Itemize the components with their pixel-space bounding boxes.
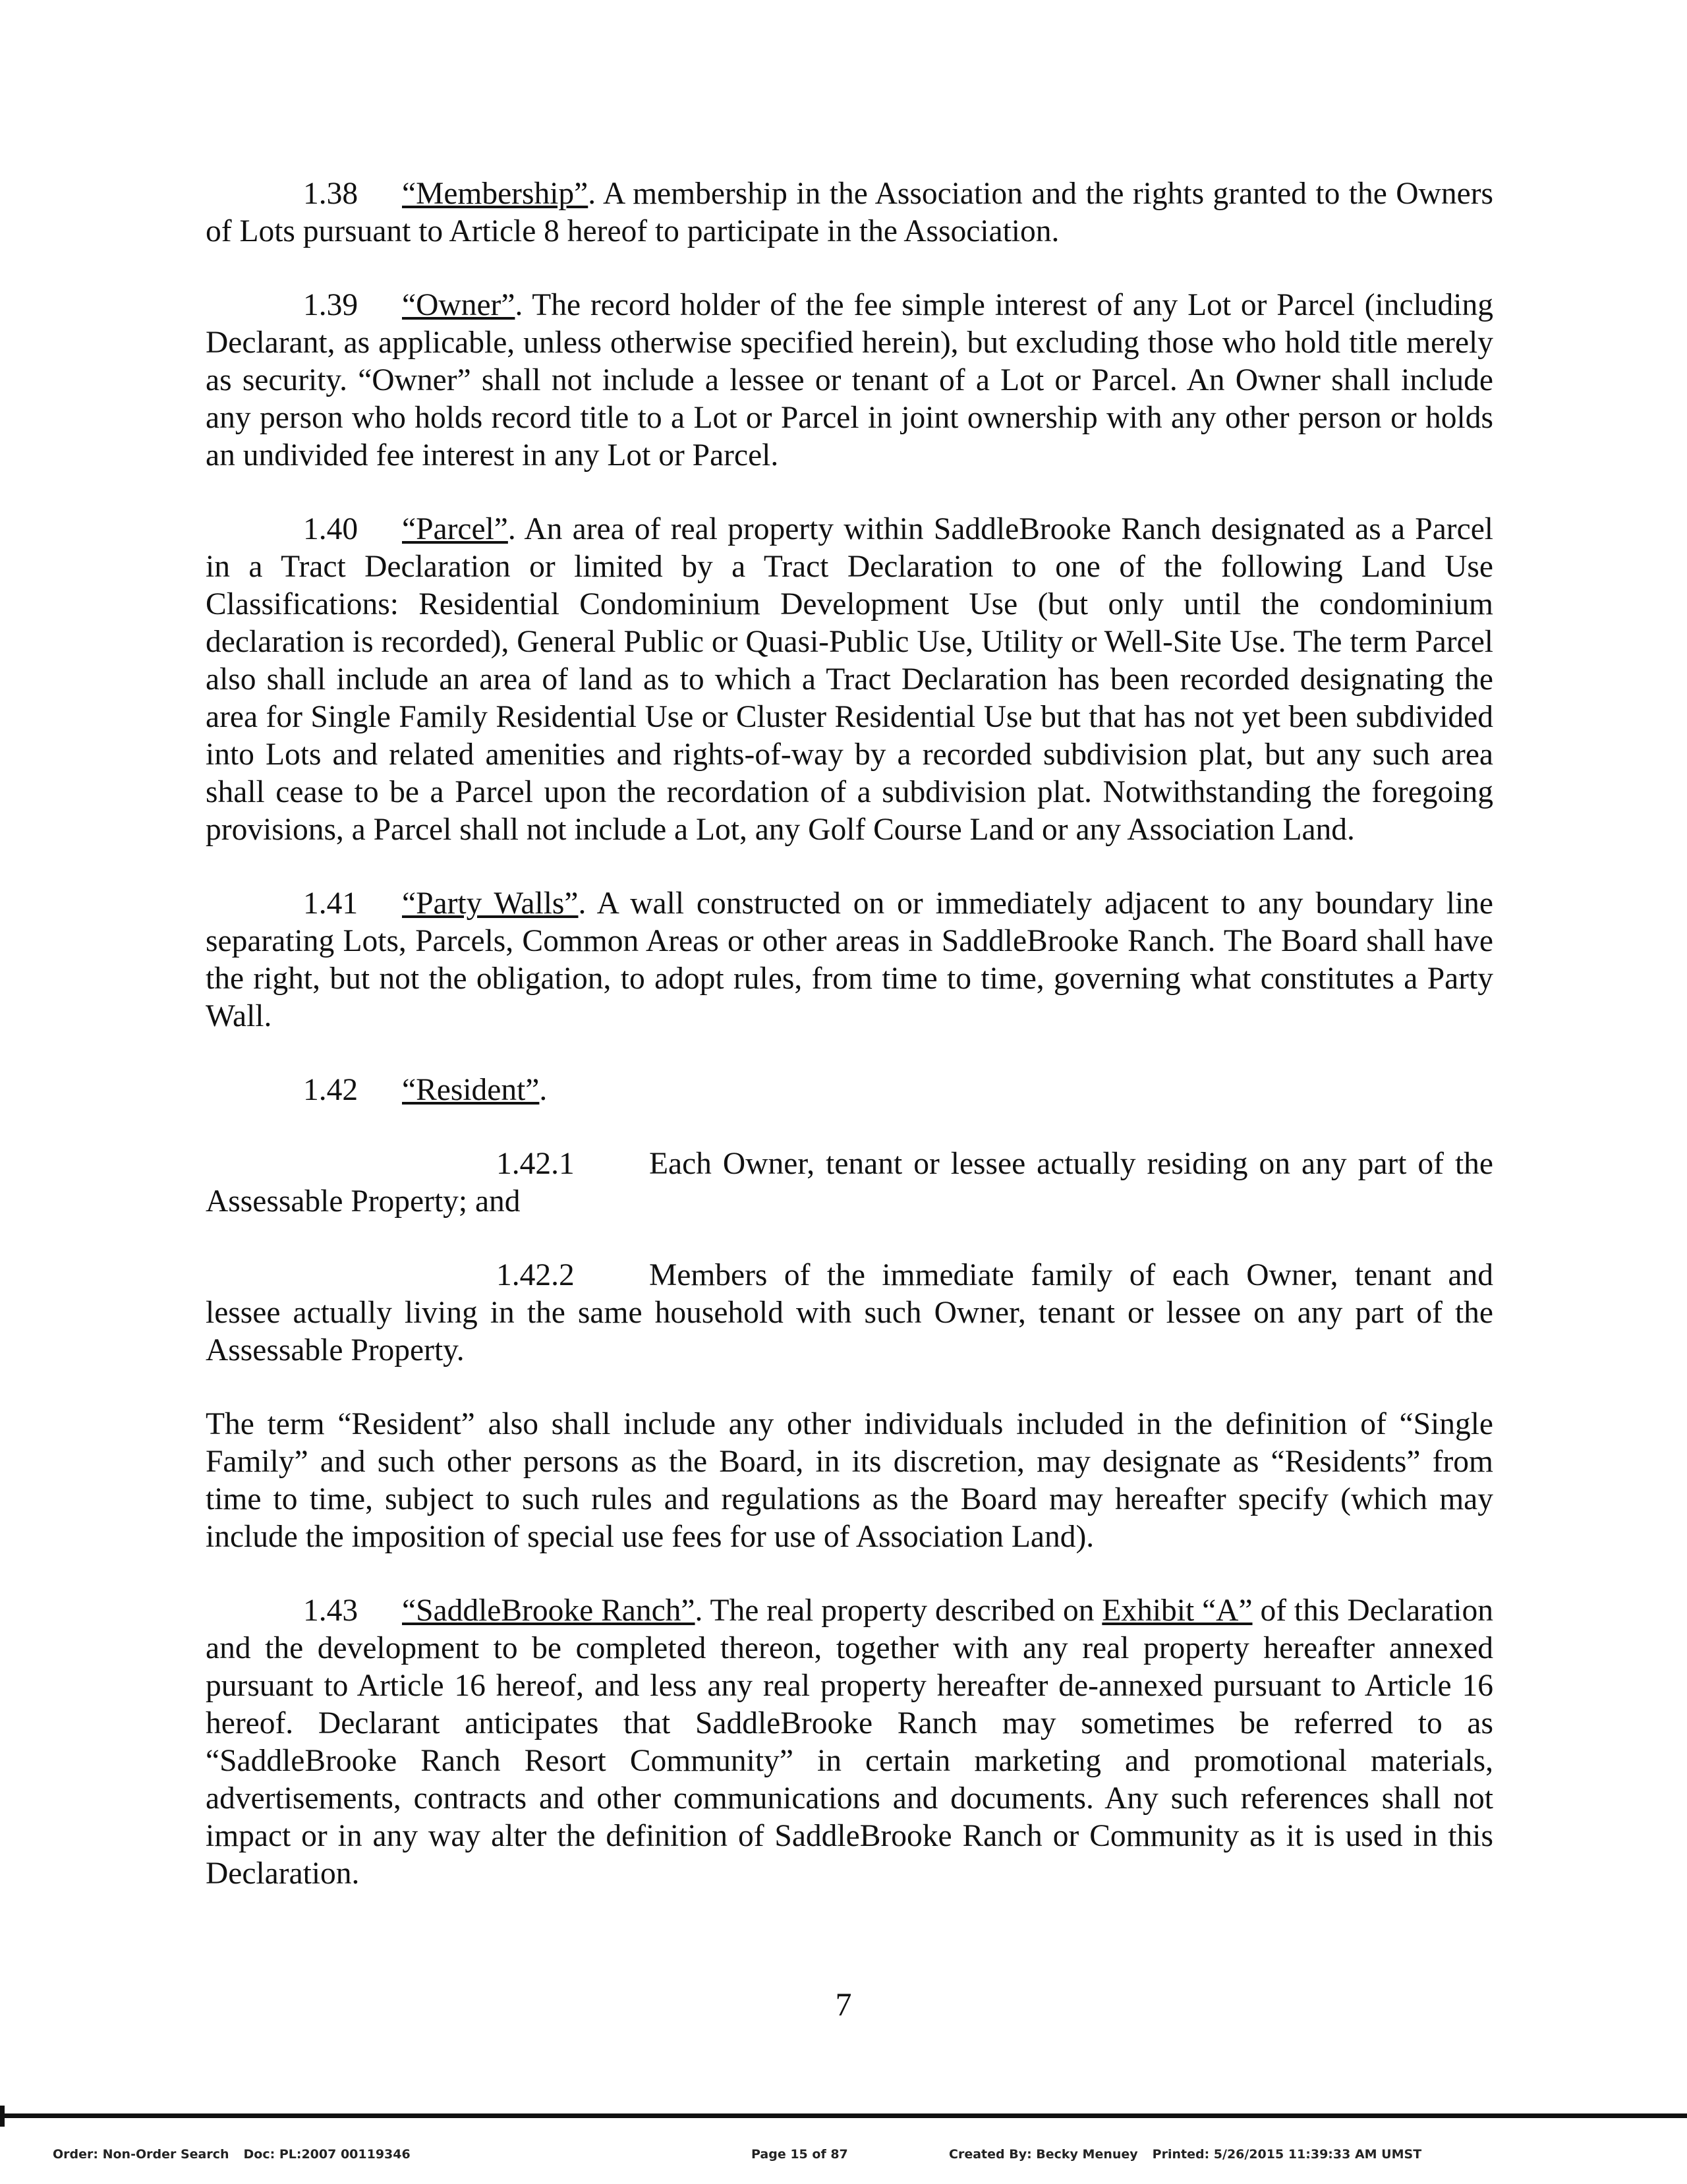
footer-divider xyxy=(0,2113,1687,2118)
section-1-39 xyxy=(206,287,1493,474)
footer-printed: Printed: 5/26/2015 11:39:33 AM UMST xyxy=(1152,2147,1422,2162)
subsection-text: Each Owner, tenant or lessee actually residing on any part of the Assessable Property; and xyxy=(206,1147,1493,1219)
section-1-38 xyxy=(206,175,1493,250)
section-number: 1.43 xyxy=(303,1594,358,1628)
defined-term: “Owner” xyxy=(402,288,515,322)
exhibit-reference: Exhibit “A” xyxy=(1102,1594,1253,1628)
section-1-42-1 xyxy=(206,1145,1493,1221)
defined-term: “SaddleBrooke Ranch” xyxy=(402,1594,695,1628)
subsection-number: 1.42.2 xyxy=(496,1258,575,1292)
resident-note: The term “Resident” also shall include any other individuals included in the definition of “Single Family” and such other persons as the Board, in its discretion, may designate as “Residents” from time to time, subject to such rules and regulations as the Board may hereafter specify (which may include the imposition of special use fees for use of Association Land). xyxy=(206,1407,1493,1554)
document-body xyxy=(206,175,1493,1929)
section-text: of this Declaration and the development to be completed thereon, together with any real property hereafter annexed pursuant to Article 16 hereof, and less any real property hereafter de-annexed pursuant to Article 16 hereof. Declarant anticipates that SaddleBrooke Ranch may sometimes be referred to as “SaddleBrooke Ranch Resort Community” in certain marketing and promotional materials, advertisements, contracts and other communications and documents. Any such references shall not impact or in any way alter the definition of SaddleBrooke Ranch or Community as it is used in this Declaration. xyxy=(206,1594,1493,1891)
footer-created-by: Created By: Becky Menuey xyxy=(949,2147,1138,2162)
section-number: 1.38 xyxy=(303,177,358,211)
footer-order: Order: Non-Order Search xyxy=(53,2147,229,2162)
footer-page-count: Page 15 of 87 xyxy=(751,2147,848,2162)
subsection-number: 1.42.1 xyxy=(496,1147,575,1181)
defined-term: “Parcel” xyxy=(402,512,508,546)
section-1-40 xyxy=(206,511,1493,849)
section-text: . The record holder of the fee simple interest of any Lot or Parcel (including Declarant, as applicable, unless otherwise specified herein), but excluding those who hold title merely as security. “Owner” shall not include a lessee or tenant of a Lot or Parcel. An Owner shall include any person who holds record title to a Lot or Parcel in joint ownership with any other person or holds an undivided fee interest in any Lot or Parcel. xyxy=(206,288,1493,473)
footer-print-info xyxy=(949,2147,1421,2162)
section-text: . The real property described on xyxy=(695,1594,1102,1628)
page-number: 7 xyxy=(835,1986,852,2023)
section-text: . xyxy=(539,1073,548,1107)
section-1-43 xyxy=(206,1592,1493,1893)
section-1-42 xyxy=(206,1072,1493,1109)
defined-term: “Membership” xyxy=(402,177,588,211)
footer-order-info xyxy=(53,2147,411,2162)
subsection-text: Members of the immediate family of each Owner, tenant and lessee actually living in the same household with such Owner, tenant or lessee on any part of the Assessable Property. xyxy=(206,1258,1493,1367)
defined-term: “Resident” xyxy=(402,1073,540,1107)
defined-term: “Party Walls” xyxy=(402,886,579,921)
section-number: 1.41 xyxy=(303,886,358,921)
section-text: . A membership in the Association and the rights granted to the Owners of Lots pursuant to Article 8 hereof to participate in the Association. xyxy=(206,177,1493,248)
footer-doc: Doc: PL:2007 00119346 xyxy=(243,2147,411,2162)
section-text: . A wall constructed on or immediately adjacent to any boundary line separating Lots, Parcels, Common Areas or other areas in SaddleBrooke Ranch. The Board shall have the right, but not the obligation, to adopt rules, from time to time, governing what constitutes a Party Wall. xyxy=(206,886,1493,1033)
section-number: 1.39 xyxy=(303,288,358,322)
section-text: . An area of real property within SaddleBrooke Ranch designated as a Parcel in a Tract Declaration or limited by a Tract Declaration to one of the following Land Use Classifications: Residential Condominium Development Use (but only until the condominium declaration is recorded), General Public or Quasi-Public Use, Utility or Well-Site Use. The term Parcel also shall include an area of land as to which a Tract Declaration has been recorded designating the area for Single Family Residential Use or Cluster Residential Use but that has not yet been subdivided into Lots and related amenities and rights-of-way by a recorded subdivision plat, but any such area shall cease to be a Parcel upon the recordation of a subdivision plat. Notwithstanding the foregoing provisions, a Parcel shall not include a Lot, any Golf Course Land or any Association Land. xyxy=(206,512,1493,847)
section-number: 1.40 xyxy=(303,512,358,546)
section-number: 1.42 xyxy=(303,1073,358,1107)
section-1-41 xyxy=(206,885,1493,1035)
footer-divider-tick xyxy=(0,2106,5,2127)
section-1-42-2 xyxy=(206,1257,1493,1369)
